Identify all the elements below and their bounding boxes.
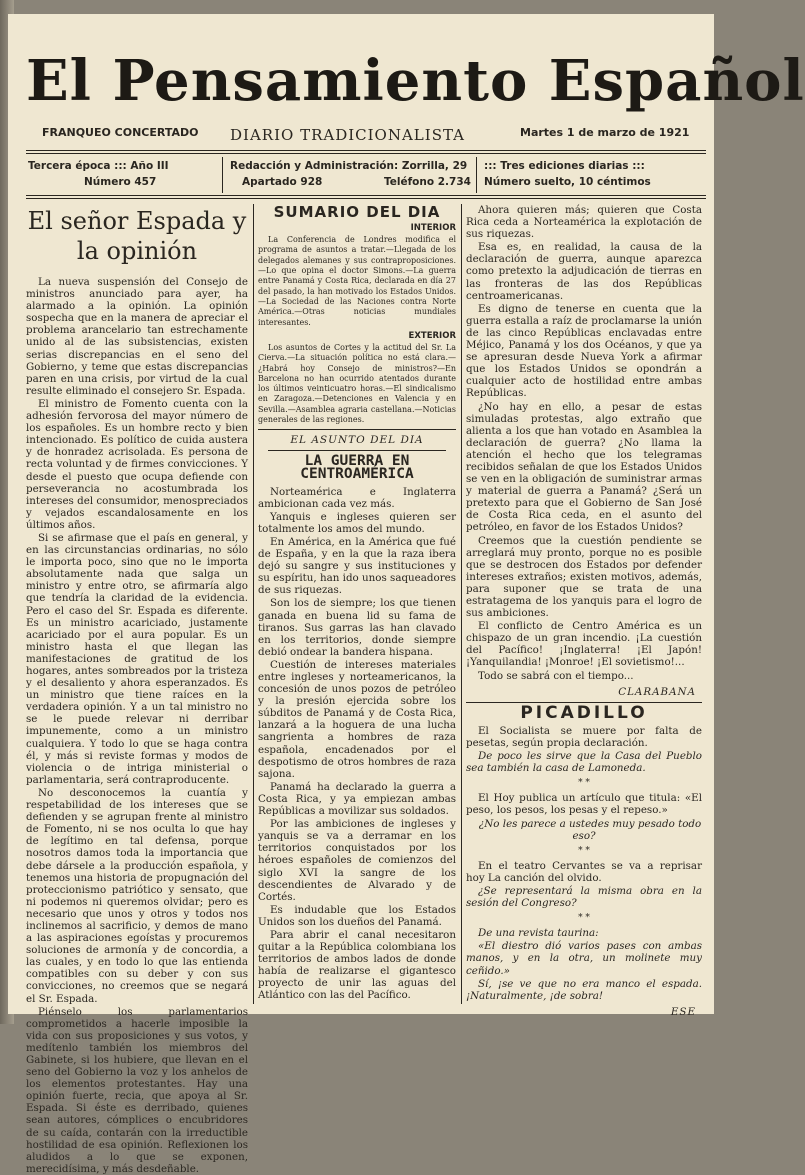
paragraph: Si se afirmase que el país en general, y en las circunstancias ordinarias, no sólo le importa poco, sino que no le importa absolutamente nada que salga un ministro y entre otro, se afirmaría algo que tendría la claridad de la evidencia. Pero el caso del Sr. Espada es diferente. Es un ministro acariciado, justamente acariciado por el aura popular. Es un ministro hasta el que llegan las manifestaciones de gratitud de los hogares, antes sombreados por la tristeza y el desaliento y ahora esperanzados. Es un ministro que tiene raíces en la verdadera opinión. Y a un tal ministro no se le puede relevar ni derribar impunemente, como a un ministro cualquiera. Y todo lo que se haga contra él, y más si reviste formas y modos de violencia o de intriga ministerial o parlamentaria, será contraproducente. [26, 531, 248, 786]
paragraph: Son los de siempre; los que tienen ganada en buena lid su fama de tiranos. Sus garras las han clavado en los territorios, donde siempre debió ondear la bandera hispana. [258, 597, 456, 658]
paragraph: Es digno de tenerse en cuenta que la guerra estalla a raíz de proclamarse la unión de las cinco Repúblicas enclavadas entre Méjico, Panamá y los dos Océanos, y que ya se apresuran desde Nueva York a afirmar que los Estados Unidos se opondrán a cualquier acto de hostilidad entre ambas Repúblicas. [466, 302, 702, 400]
picadillo-title: PICADILLO [520, 702, 648, 723]
redaccion-info: Redacción y Administración: Zorrilla, 29 [230, 160, 468, 172]
asunto-title: LA GUERRA EN CENTROAMÉRICA [300, 453, 414, 482]
newspaper-page [8, 14, 805, 1175]
date-label: Martes 1 de marzo de 1921 [520, 126, 690, 139]
paragraph: Todo se sabrá con el tiempo... [478, 669, 634, 682]
asterism: * * [578, 778, 590, 789]
info-separator-2 [476, 157, 477, 193]
article-title: El señor Espada y la opinión [27, 207, 247, 265]
apartado-info: Apartado 928 [242, 176, 323, 188]
paragraph: Para abrir el canal necesitaron quitar a la República colombiana los territorios de ambos lados de donde había de realizarse el gigantesco proyecto de unir las aguas del Atlántico con las del Pacífico. [258, 928, 456, 1002]
masthead-rule-double [26, 153, 706, 154]
column-separator-2 [461, 204, 462, 1004]
article-espada [26, 204, 248, 1175]
suelto-info: Número suelto, 10 céntimos [484, 176, 651, 188]
paragraph: Ahora quieren más; quieren que Costa Rica ceda a Norteamérica la explotación de sus riquezas. [466, 204, 702, 241]
paragraph: Es indudable que los Estados Unidos son los dueños del Panamá. [258, 903, 456, 928]
paragraph: Esa es, en realidad, la causa de la declaración de guerra, aunque aparezca como pretexto la adjudicación de tierras en las fronteras de las dos Repúblicas centroamericanas. [466, 241, 702, 302]
epoca-info: Tercera época ::: Año III [28, 160, 169, 172]
interior-text: La Conferencia de Londres modifica el programa de asuntos a tratar.—Llegada de los delegados alemanes y sus contraproposiciones.—Lo que opina el doctor Simons.—La guerra entre Panamá y Costa Rica, declarada en día 27 del pasado, la han motivado los Estados Unidos.—La Sociedad de las Naciones contra Norte América.—Otras noticias mundiales interesantes. [258, 235, 456, 327]
info-separator [222, 157, 223, 193]
picadillo-signature: ESE [670, 1005, 696, 1018]
sumario-box [258, 203, 456, 430]
ediciones-info: ::: Tres ediciones diarias ::: [484, 160, 645, 172]
exterior-text: Los asuntos de Cortes y la actitud del Sr. La Cierva.—La situación política no está clara.—¿Habrá hoy Consejo de ministros?—En Barcelona no han ocurrido atentados durante los últimos veinticuatro horas.—El sindicalismo en Zaragoza.—Detenciones en Valencia y en Sevilla.—Asamblea agraria castellana.—Noticias generales de las regiones. [258, 342, 456, 425]
masthead-title: El Pensamiento Español [26, 48, 805, 114]
paragraph: El conflicto de Centro América es un chispazo de un gran incendio. ¡La cuestión del Pacífico! ¡Inglaterra! ¡El Japón! ¡Yanquilandia! ¡Monroe! ¡El sovietismo!... [466, 620, 702, 669]
picadillo-line: ¿No les parece a ustedes muy pesado todo eso? [478, 817, 702, 842]
sumario-title: SUMARIO DEL DIA [273, 203, 441, 221]
paragraph: Yanquis e ingleses quieren ser totalmente los amos del mundo. [258, 510, 456, 535]
picadillo-line: El Socialista se muere por falta de pesetas, según propia declaración. [466, 724, 702, 749]
picadillo-line: De una revista taurina: [478, 927, 599, 940]
paragraph: Cuestión de intereses materiales entre ingleses y norteamericanos, la concesión de unos pozos de petróleo y la presión ejercida sobre los súbditos de Panamá y de Costa Rica, lanzará a la hoguera de una lucha sangrienta a hombres de raza española, encadenados por el despotismo de otros hombres de raza sajona. [258, 658, 456, 780]
asterism: * * [578, 845, 590, 856]
numero-info: Número 457 [84, 176, 157, 188]
paragraph: En América, en la América que fué de España, y en la que la raza ibera dejó su sangre y sus instituciones y su espíritu, han ido unos saqueadores de sus riquezas. [258, 535, 457, 597]
telefono-info: Teléfono 2.734 [384, 176, 471, 188]
picadillo-line: ¿Se representará la misma obra en la sesión del Congreso? [466, 884, 702, 910]
column-right [466, 204, 702, 1018]
paragraph: ¿No hay en ello, a pesar de estas simuladas protestas, algo extraño que alienta a los que han votado en Asamblea la declaración de guerra? ¿No llama la atención el hecho que los telegramas recibidos señalan de que los Estados Unidos se ven en la obligación de suministrar armas y material de guerra a Panamá? ¿Será un pretexto para que el Gobierno de San José de Costa Rica ceda, en el asunto del petróleo, en favor de los Estados Unidos? [466, 400, 702, 534]
franqueo-label: FRANQUEO CONCERTADO [42, 126, 199, 139]
paragraph: Norteamérica e Inglaterra ambicionan cada vez más. [258, 485, 456, 510]
paragraph: Panamá ha declarado la guerra a Costa Rica, y ya empiezan ambas Repúblicas a movilizar sus soldados. [258, 780, 456, 818]
picadillo-line: En el teatro Cervantes se va a reprisar hoy La canción del olvido. [466, 859, 702, 884]
masthead-rule [26, 150, 706, 151]
signature: CLARABANA [618, 685, 696, 698]
picadillo-line: Sí, ¡se ve que no era manco el espada. ¡Naturalmente, ¡de sobra! [466, 977, 702, 1002]
paragraph: Por las ambiciones de ingleses y yanquis se va a derramar en los territorios conquistados por los héroes españoles de comienzos del siglo XVI la sangre de los descendientes de Alvarado y de Cortés. [258, 818, 456, 903]
asunto-kicker: EL ASUNTO DEL DIA [290, 434, 424, 447]
paragraph: El ministro de Fomento cuenta con la adhesión fervorosa del mayor número de los españoles. Es un hombre recto y bien intencionado. Es político de cuida austera y de honradez acrisolada. Es persona de recta voluntad y de firmes convicciones. Y desde el puesto que ocupa defiende con perseverancia no acostumbrada los intereses del consumidor, menospreciados y vejados escandalosamente en los últimos años. [26, 397, 248, 531]
picadillo-line: «El diestro dió varios pases con ambas manos, y en la otra, un molinete muy ceñido.» [466, 940, 702, 977]
paragraph: Piénselo los parlamentarios comprometidos a hacerle imposible la vida con sus proposiciones y sus votos, y medítenlo también los miembros del Gabinete, si los hubiere, que llevan en el seno del Gobierno la voz y los anhelos de los elementos protestantes. Hay una opinión fuerte, recia, que apoya al Sr. Espada. Si éste es derribado, quienes sean autores, cómplices o encubridores de su caída, contarán con la irreductible hostilidad de esa opinión. Reflexionen los aludidos a lo que se exponen, merecidísima, y más desdeñable. [26, 1005, 248, 1175]
column-separator [253, 204, 254, 1004]
header-bottom-rule [26, 195, 706, 196]
exterior-heading: EXTERIOR [408, 330, 456, 341]
divider [268, 450, 446, 451]
paragraph: No desconocemos la cuantía y respetabilidad de los intereses que se defienden y se agrupan frente al ministro de Fomento, ni se nos oculta lo que hay de legítimo en tal defensa, porque nosotros damos toda la importancia que debe dársele a la producción española, y tenemos una historia de propugnación del proteccionismo patriótico y sensato, que ni podemos ni queremos olvidar; pero es necesario que unos y otros y todos nos inclinemos al sacrificio, y demos de mano a las aspiraciones egoístas y procuremos soluciones de armonía y de concordia, a las cuales, y en todo lo que las entienda compatibles con su deber y con sus convicciones, no creemos que se negará el Sr. Espada. [26, 786, 248, 1005]
column-middle [258, 203, 457, 1006]
paragraph: La nueva suspensión del Consejo de ministros anunciado para ayer, ha alarmado a la opinión. La opinión sospecha que en la manera de apreciar el problema arancelario tan estrechamente unido al de las subsistencias, existen serias discrepancias en el seno del Gobierno, y teme que estas discrepancias paren en una crisis, por virtud de la cual resulte eliminado el consejero Sr. Espada. [26, 276, 248, 397]
picadillo-line: De poco les sirve que la Casa del Pueblo sea también la casa de Lamoneda. [466, 750, 702, 775]
diario-label: DIARIO TRADICIONALISTA [230, 126, 465, 144]
interior-heading: INTERIOR [410, 223, 456, 234]
header-bottom-rule-double [26, 198, 706, 199]
picadillo-line: El Hoy publica un artículo que titula: «El peso, los pesos, los pesas y el repeso.» [466, 792, 702, 817]
paragraph: Creemos que la cuestión pendiente se arreglará muy pronto, porque no es posible que se destrocen dos Estados por defender intereses extraños; existen motivos, además, para suponer que se trata de una estratagema de los yanquis para el logro de sus ambiciones. [466, 534, 702, 620]
asterism: * * [578, 913, 590, 924]
